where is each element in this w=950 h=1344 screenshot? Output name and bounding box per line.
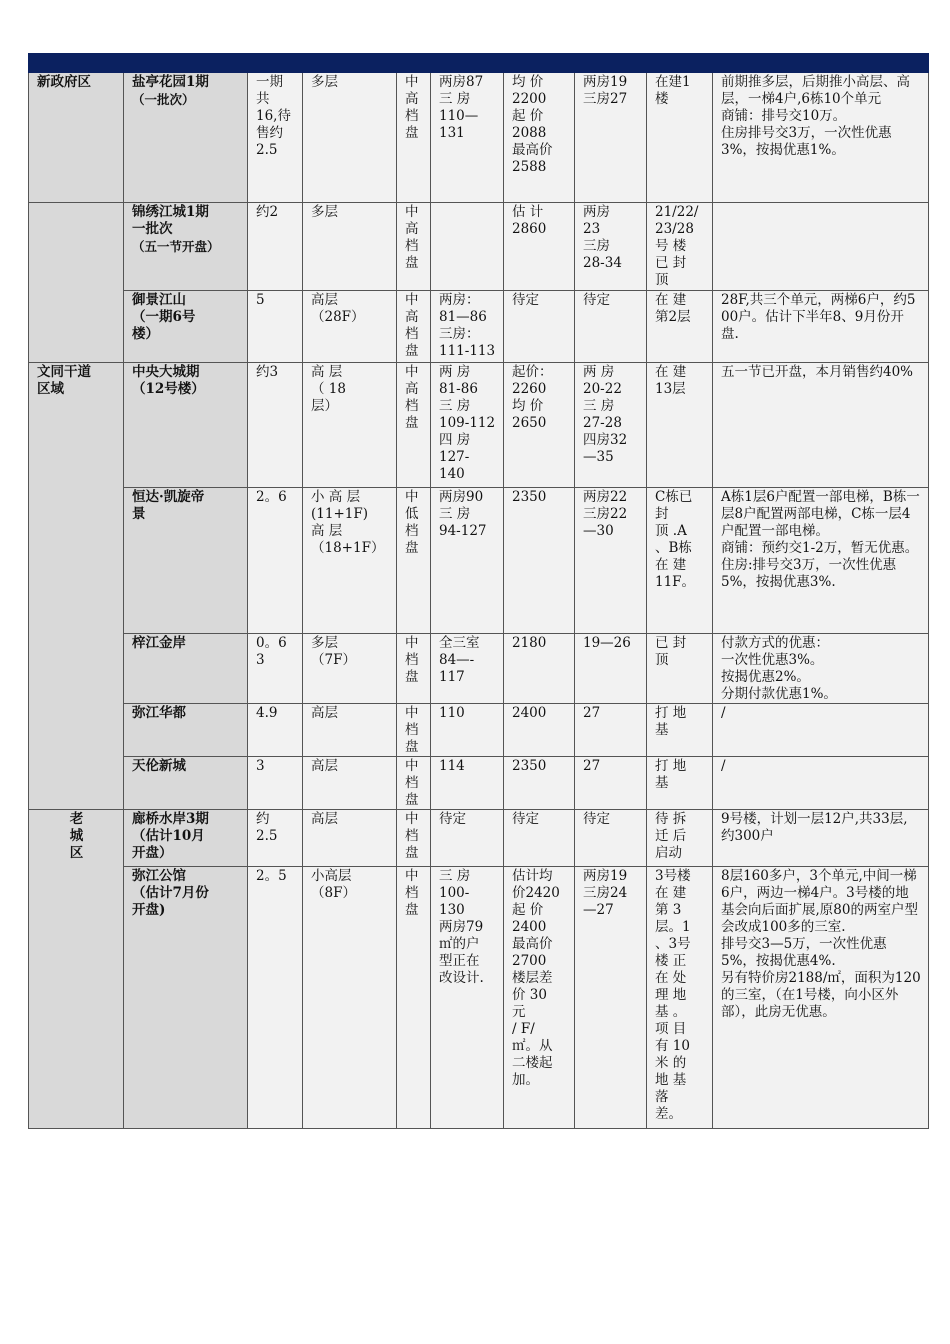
price-cell: 均 价 2200 起 价 2088 最高价 2588 (504, 73, 575, 203)
price-cell: 2350 (504, 757, 575, 810)
type-cell: 高层 （28F） (303, 291, 397, 363)
notes-cell: A栋1层6户配置一部电梯，B栋一层8户配置两部电梯，C栋一层4户配置一部电梯。 商铺：预约交1-2万，暂无优惠。 住房:排号交3万，一次性优惠5%，按揭优惠3%. (713, 488, 929, 634)
ratio-cell: 两房19 三房24 —27 (575, 867, 647, 1129)
size-cell: 0。6 3 (248, 634, 303, 704)
price-cell: 2400 (504, 704, 575, 757)
notes-cell: 8层160多户，3个单元,中间一梯6户，两边一梯4户。3号楼的地基会向后面扩展,原80的两室户型会改成100多的三室. 排号交3—5万，一次性优惠5%，按揭优惠4%. 另有特价房2188/㎡，面积为120的三室，（在1号楼，向小区外部），此房无优惠。 (713, 867, 929, 1129)
type-cell: 多层 (303, 73, 397, 203)
grade-cell: 中 低 档 盘 (397, 488, 431, 634)
project-cell (124, 73, 248, 203)
ratio-cell: 两 房 20-22 三 房 27-28 四房32 —35 (575, 363, 647, 488)
layout-cell (431, 203, 504, 291)
project-cell (124, 634, 248, 704)
housing-market-table (28, 53, 929, 1129)
layout-cell: 全三室 84—- 117 (431, 634, 504, 704)
grade-cell: 中 档 盘 (397, 757, 431, 810)
size-cell: 约2 (248, 203, 303, 291)
project-cell (124, 363, 248, 488)
project-name: 盐亭花园1期 (132, 74, 209, 90)
area-cell: 新政府区 (29, 73, 124, 203)
project-sub: （一批次） (132, 92, 195, 107)
notes-cell: / (713, 757, 929, 810)
price-cell: 估计均 价2420 起 价 2400 最高价 2700 楼层差 价 30 元 / F/ ㎡。从 二楼起 加。 (504, 867, 575, 1129)
size-cell: 2。6 (248, 488, 303, 634)
table-row (29, 488, 929, 634)
project-name: 弥江华都 (132, 705, 186, 721)
notes-cell: 28F,共三个单元，两梯6户，约500户。估计下半年8、9月份开盘. (713, 291, 929, 363)
project-name: 梓江金岸 (132, 635, 186, 651)
grade-cell: 中 高 档 盘 (397, 203, 431, 291)
progress-cell: 打 地 基 (647, 704, 713, 757)
size-cell: 5 (248, 291, 303, 363)
size-cell: 4.9 (248, 704, 303, 757)
notes-cell: 五一节已开盘，本月销售约40% (713, 363, 929, 488)
layout-cell: 两房： 81—86 三房： 111-113 (431, 291, 504, 363)
progress-cell: C栋已 封 顶 .A 、B栋 在 建 11F。 (647, 488, 713, 634)
price-cell: 待定 (504, 810, 575, 867)
progress-cell: 待 拆 迁 后 启动 (647, 810, 713, 867)
table-row (29, 810, 929, 867)
price-cell: 起价： 2260 均 价 2650 (504, 363, 575, 488)
project-sub: （五一节开盘） (132, 239, 220, 254)
progress-cell: 在建1 楼 (647, 73, 713, 203)
notes-cell: / (713, 704, 929, 757)
ratio-cell: 两房22 三房22 —30 (575, 488, 647, 634)
layout-cell: 110 (431, 704, 504, 757)
project-cell (124, 203, 248, 291)
layout-cell: 两房87 三 房 110— 131 (431, 73, 504, 203)
size-cell: 约3 (248, 363, 303, 488)
grade-cell: 中 档 盘 (397, 704, 431, 757)
progress-cell: 3号楼 在 建 第 3 层。1 、3号 楼 正 在 处 理 地 基 。 项 目 有 10 米 的 地 基 落 差。 (647, 867, 713, 1129)
ratio-cell: 27 (575, 704, 647, 757)
project-name: 锦绣江城1期 一批次 (132, 204, 209, 237)
type-cell: 小高层 （8F） (303, 867, 397, 1129)
project-name: 中央大城期 （12号楼） (132, 364, 205, 397)
notes-cell (713, 203, 929, 291)
type-cell: 多层 （7F） (303, 634, 397, 704)
ratio-cell: 两房19 三房27 (575, 73, 647, 203)
price-cell: 估 计 2860 (504, 203, 575, 291)
area-cell: 文同干道 区域 (29, 363, 124, 810)
table-row (29, 757, 929, 810)
type-cell: 小 高 层 (11+1F) 高 层 （18+1F） (303, 488, 397, 634)
project-cell (124, 867, 248, 1129)
project-cell (124, 291, 248, 363)
ratio-cell: 两房 23 三房 28-34 (575, 203, 647, 291)
table-row (29, 363, 929, 488)
layout-cell: 两 房 81-86 三 房 109-112 四 房 127- 140 (431, 363, 504, 488)
grade-cell: 中 高 档 盘 (397, 291, 431, 363)
table-header-bar (29, 54, 929, 73)
type-cell: 高层 (303, 810, 397, 867)
price-cell: 2350 (504, 488, 575, 634)
grade-cell: 中 档 盘 (397, 867, 431, 1129)
notes-cell: 付款方式的优惠： 一次性优惠3%。 按揭优惠2%。 分期付款优惠1%。 (713, 634, 929, 704)
grade-cell: 中 高 档 盘 (397, 73, 431, 203)
grade-cell: 中 档 盘 (397, 810, 431, 867)
grade-cell: 中 高 档 盘 (397, 363, 431, 488)
project-name: 弥江公馆 （估计7月份 开盘) (132, 868, 209, 918)
project-name: 天伦新城 (132, 758, 186, 774)
grade-cell: 中 档 盘 (397, 634, 431, 704)
type-cell: 多层 (303, 203, 397, 291)
layout-cell: 两房90 三 房 94-127 (431, 488, 504, 634)
table-row (29, 634, 929, 704)
notes-cell: 前期推多层，后期推小高层、高层，一梯4户,6栋10个单元 商铺：排号交10万。 住房排号交3万，一次性优惠3%，按揭优惠1%。 (713, 73, 929, 203)
project-name: 御景江山 （一期6号 楼） (132, 292, 196, 342)
table-row (29, 867, 929, 1129)
area-cell: 老 城 区 (29, 810, 124, 1129)
project-cell (124, 757, 248, 810)
notes-cell: 9号楼，计划一层12户,共33层,约300户 (713, 810, 929, 867)
ratio-cell: 待定 (575, 810, 647, 867)
size-cell: 2。5 (248, 867, 303, 1129)
table-row (29, 73, 929, 203)
type-cell: 高 层 （ 18 层） (303, 363, 397, 488)
area-cell (29, 203, 124, 363)
layout-cell: 待定 (431, 810, 504, 867)
ratio-cell: 待定 (575, 291, 647, 363)
size-cell: 约 2.5 (248, 810, 303, 867)
progress-cell: 已 封 顶 (647, 634, 713, 704)
type-cell: 高层 (303, 704, 397, 757)
table-row (29, 291, 929, 363)
layout-cell: 三 房 100- 130 两房79 ㎡的户 型正在 改设计. (431, 867, 504, 1129)
table-row (29, 704, 929, 757)
ratio-cell: 27 (575, 757, 647, 810)
size-cell: 一期 共 16,待 售约 2.5 (248, 73, 303, 203)
price-cell: 2180 (504, 634, 575, 704)
ratio-cell: 19—26 (575, 634, 647, 704)
project-name: 恒达·凯旋帝 景 (132, 489, 205, 522)
size-cell: 3 (248, 757, 303, 810)
project-cell (124, 488, 248, 634)
price-cell: 待定 (504, 291, 575, 363)
progress-cell: 打 地 基 (647, 757, 713, 810)
progress-cell: 21/22/ 23/28 号 楼 已 封 顶 (647, 203, 713, 291)
progress-cell: 在 建 13层 (647, 363, 713, 488)
type-cell: 高层 (303, 757, 397, 810)
table-row (29, 203, 929, 291)
project-cell (124, 810, 248, 867)
progress-cell: 在 建 第2层 (647, 291, 713, 363)
layout-cell: 114 (431, 757, 504, 810)
project-cell (124, 704, 248, 757)
project-name: 廊桥水岸3期 （估计10月 开盘） (132, 811, 209, 861)
